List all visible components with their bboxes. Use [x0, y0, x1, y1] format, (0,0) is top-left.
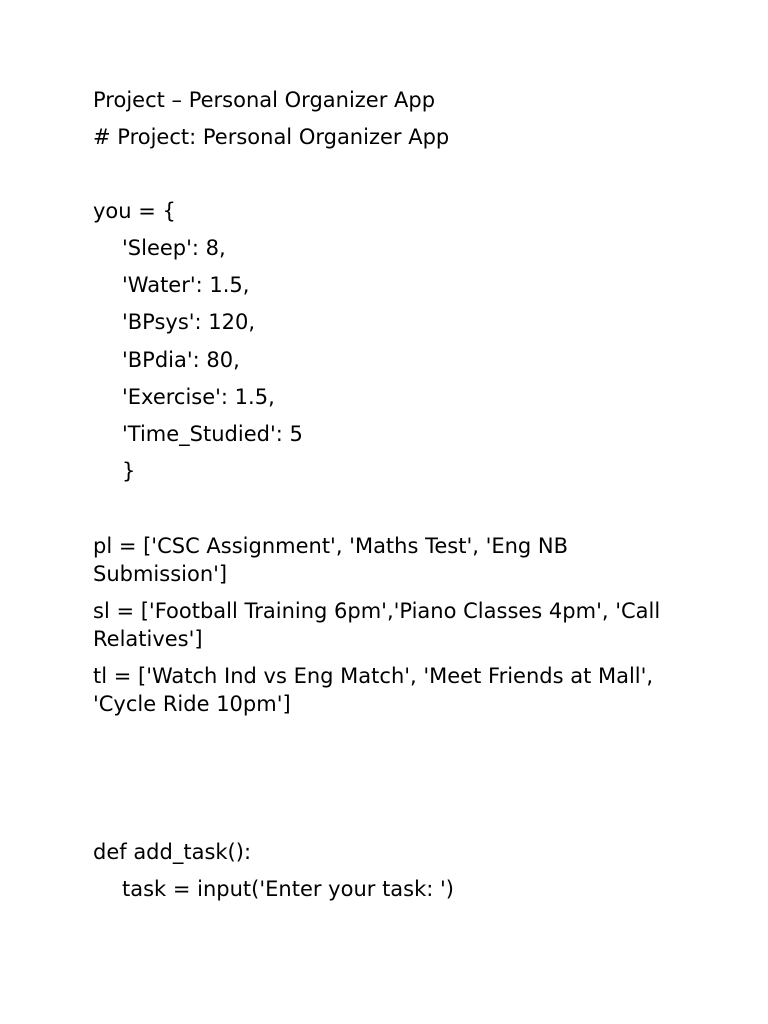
dict-entry-water: 'Water': 1.5, [122, 273, 250, 297]
list-tl: tl = ['Watch Ind vs Eng Match', 'Meet Friends at Mall', 'Cycle Ride 10pm'] [93, 664, 654, 716]
function-body-line: task = input('Enter your task: ') [122, 877, 454, 901]
code-comment: # Project: Personal Organizer App [93, 125, 450, 149]
dict-open-line: you = { [93, 199, 176, 223]
dict-entry-bpdia: 'BPdia': 80, [122, 348, 240, 372]
dict-close-line: } [122, 459, 136, 483]
dict-entry-bpsys: 'BPsys': 120, [122, 310, 256, 334]
list-sl: sl = ['Football Training 6pm','Piano Classes 4pm', 'Call Relatives'] [93, 599, 661, 651]
function-def-line: def add_task(): [93, 840, 252, 864]
dict-entry-sleep: 'Sleep': 8, [122, 236, 226, 260]
document-title: Project – Personal Organizer App [93, 88, 436, 112]
dict-entry-exercise: 'Exercise': 1.5, [122, 385, 275, 409]
dict-entry-time-studied: 'Time_Studied': 5 [122, 422, 303, 446]
list-pl: pl = ['CSC Assignment', 'Maths Test', 'Eng NB Submission'] [93, 534, 569, 586]
